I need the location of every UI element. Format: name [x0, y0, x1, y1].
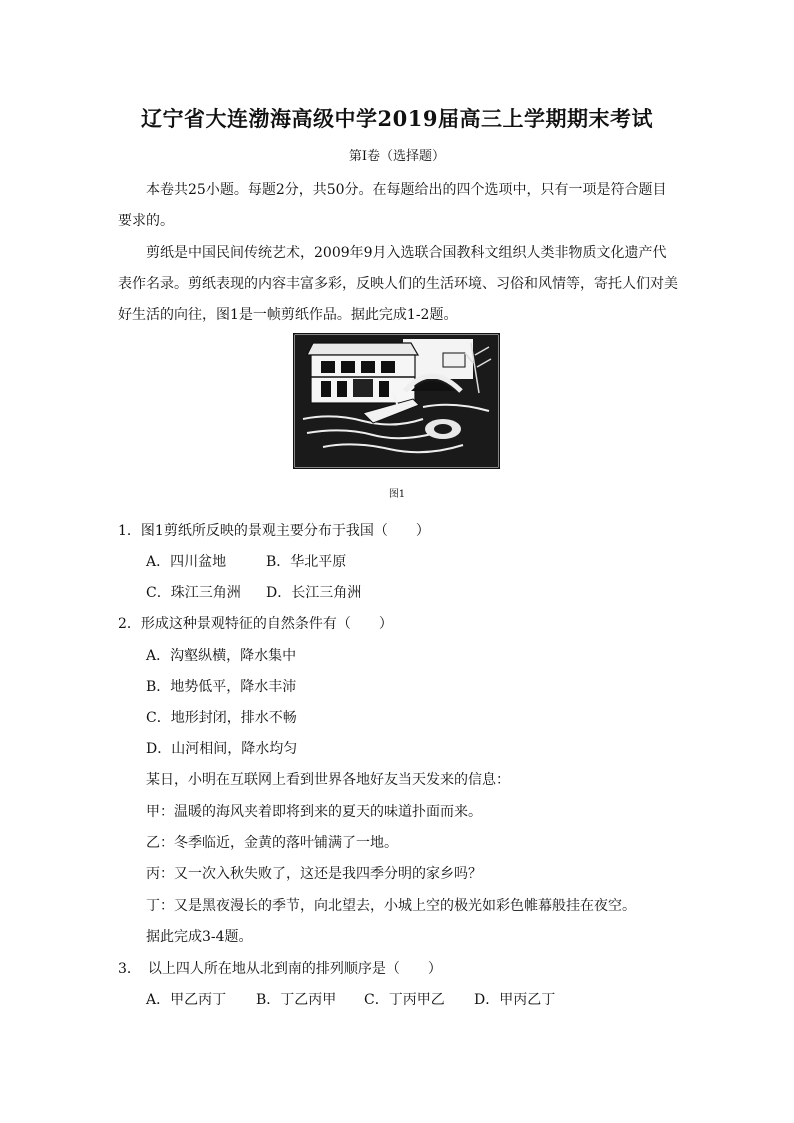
papercut-figure — [293, 333, 500, 469]
figure-caption: 图1 — [388, 489, 406, 500]
passage2-line-6: 据此完成3-4题。 — [146, 929, 253, 945]
section-heading: 第Ⅰ卷（选择题） — [348, 149, 446, 164]
q2-option-a: A．沟壑纵横，降水集中 — [146, 648, 297, 664]
question-2-stem: 2．形成这种景观特征的自然条件有（ ） — [118, 616, 393, 632]
intro-line-2: 要求的。 — [118, 213, 174, 229]
passage2-line-4: 丙：又一次入秋失败了，这还是我四季分明的家乡吗？ — [146, 866, 482, 882]
question-1-stem: 1．图1剪纸所反映的景观主要分布于我国（ ） — [118, 523, 430, 539]
intro-line-1: 本卷共25小题。每题2分，共50分。在每题给出的四个选项中，只有一项是符合题目 — [146, 182, 667, 198]
q3-option-a: A．甲乙丙丁 — [146, 992, 227, 1008]
q2-option-c: C．地形封闭，排水不畅 — [146, 710, 297, 726]
q1-option-b: B．华北平原 — [266, 554, 347, 570]
passage-line-1: 剪纸是中国民间传统艺术，2009年9月入选联合国教科文组织人类非物质文化遗产代 — [146, 245, 667, 261]
passage-line-3: 好生活的向往，图1是一帧剪纸作品。据此完成1-2题。 — [118, 307, 458, 323]
passage2-line-1: 某日，小明在互联网上看到世界各地好友当天发来的信息： — [146, 772, 510, 788]
q1-option-c: C．珠江三角洲 — [146, 585, 241, 601]
q2-option-d: D．山河相间，降水均匀 — [146, 741, 298, 757]
passage-line-2: 表作名录。剪纸表现的内容丰富多彩，反映人们的生活环境、习俗和风情等，寄托人们对美 — [118, 276, 678, 292]
passage2-line-3: 乙：冬季临近，金黄的落叶铺满了一地。 — [146, 835, 398, 851]
page-title: 辽宁省大连渤海高级中学2019届高三上学期期末考试 — [141, 106, 653, 131]
q1-option-a: A．四川盆地 — [146, 554, 227, 570]
passage2-line-5: 丁：又是黑夜漫长的季节，向北望去，小城上空的极光如彩色帷幕般挂在夜空。 — [146, 898, 636, 914]
q3-option-b: B．丁乙丙甲 — [256, 992, 337, 1008]
q1-option-d: D．长江三角洲 — [266, 585, 362, 601]
q3-option-c: C．丁丙甲乙 — [364, 992, 445, 1008]
q2-option-b: B．地势低平，降水丰沛 — [146, 679, 297, 695]
q3-option-d: D．甲丙乙丁 — [474, 992, 556, 1008]
question-3-stem: 3． 以上四人所在地从北到南的排列顺序是（ ） — [118, 961, 442, 977]
passage2-line-2: 甲：温暖的海风夹着即将到来的夏天的味道扑面而来。 — [146, 804, 482, 820]
